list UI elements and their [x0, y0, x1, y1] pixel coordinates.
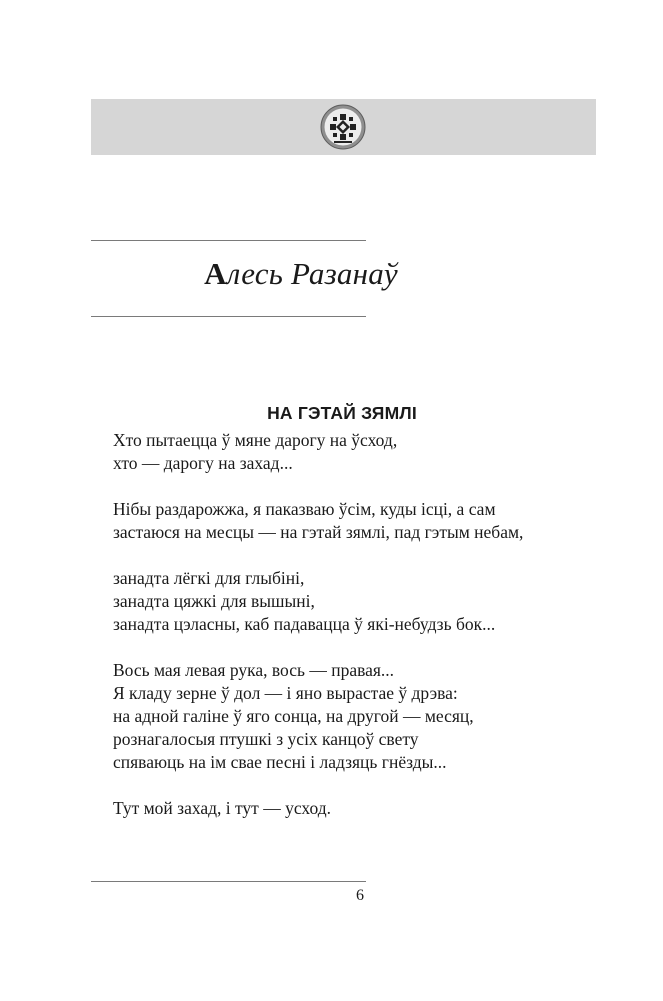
- stanza: [113, 797, 593, 820]
- author-initial: А: [204, 256, 227, 291]
- author-name: [91, 254, 511, 294]
- poem-line: Тут мой захад, і тут — усход.: [113, 798, 331, 818]
- stanza: [113, 429, 593, 475]
- poem-line: Хто пытаецца ў мяне дарогу на ўсход,: [113, 430, 398, 450]
- poem-line: спяваюць на ім свае песні і ладзяць гнёзды...: [113, 752, 447, 772]
- stanza: [113, 659, 593, 774]
- poem-line: занадта лёгкі для глыбіні,: [113, 568, 305, 588]
- poem-line: занадта цэласны, каб падавацца ў які-небудзь бок...: [113, 614, 496, 634]
- footer-divider: [91, 881, 366, 882]
- poem-line: Вось мая левая рука, вось — правая...: [113, 660, 395, 680]
- bottom-divider: [91, 316, 366, 317]
- poem-line: рознагалосыя птушкі з усіх канцоў свету: [113, 729, 419, 749]
- poem-line: застаюся на месцы — на гэтай зямлі, пад гэтым небам,: [113, 522, 524, 542]
- poem-title: НА ГЭТАЙ ЗЯМЛІ: [267, 403, 417, 423]
- poem-line: хто — дарогу на захад...: [113, 453, 293, 473]
- author-name-rest: лесь Разанаў: [226, 256, 398, 291]
- poem-line: на адной галіне ў яго сонца, на другой — месяц,: [113, 706, 474, 726]
- poem-line: Я кладу зерне ў дол — і яно вырастае ў дрэва:: [113, 683, 458, 703]
- poem-body: [113, 429, 593, 820]
- poem-line: Нібы раздарожжа, я паказваю ўсім, куды ісці, а сам: [113, 499, 496, 519]
- top-divider: [91, 240, 366, 241]
- ornament-medallion-icon: [320, 104, 366, 150]
- stanza: [113, 567, 593, 636]
- page-number: 6: [356, 887, 364, 904]
- stanza: [113, 498, 593, 544]
- poem-line: занадта цяжкі для вышыні,: [113, 591, 315, 611]
